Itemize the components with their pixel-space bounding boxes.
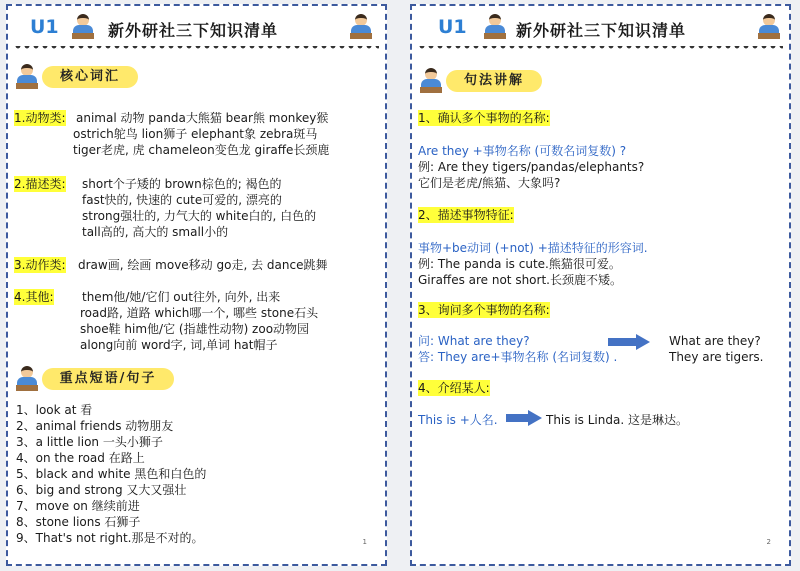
question-pattern: 问: What are they? [418,334,530,348]
vocab-line: tall高的, 高大的 small小的 [82,225,229,239]
question-example: What are they? [669,334,761,348]
grammar-heading: 4、介绍某人: [418,381,490,395]
vocab-line: them他/她/它们 out往外, 向外, 出来 [82,290,281,304]
sentence-pattern: Are they +事物名称 (可数名词复数) ? [418,144,627,158]
page-number: 1 [362,538,367,546]
student-icon [758,14,780,40]
example-line: This is Linda. 这是琳达。 [546,413,688,427]
grammar-heading: 3、询问多个事物的名称: [418,303,550,317]
category-label: 2.描述类: [14,177,66,191]
unit-label: U1 [30,16,59,38]
phrase-item: 8、stone lions 石狮子 [16,515,141,529]
page-number: 2 [766,538,771,546]
answer-example: They are tigers. [669,350,764,364]
vocab-line: road路, 道路 which哪一个, 哪些 stone石头 [80,306,319,320]
arrow-right-icon [608,334,650,350]
vocab-line: shoe鞋 him他/它 (指雄性动物) zoo动物园 [80,322,310,336]
example-line: Giraffes are not short.长颈鹿不矮。 [418,273,622,287]
section-title: 重点短语/句子 [42,368,174,390]
left-page [6,4,387,566]
student-icon [16,366,38,392]
student-icon [350,14,372,40]
student-icon [484,14,506,40]
page-title: 新外研社三下知识清单 [516,21,687,40]
phrase-item: 1、look at 看 [16,403,93,417]
decorative-border [418,46,783,52]
vocab-line: strong强壮的, 力气大的 white白的, 白色的 [82,209,317,223]
phrase-item: 2、animal friends 动物朋友 [16,419,174,433]
phrase-item: 6、big and strong 又大又强壮 [16,483,187,497]
vocab-line: draw画, 绘画 move移动 go走, 去 dance跳舞 [78,258,328,272]
vocab-line: fast快的, 快速的 cute可爱的, 漂亮的 [82,193,282,207]
page-header [412,6,789,50]
unit-label: U1 [438,16,467,38]
student-icon [420,68,442,94]
arrow-right-icon [506,410,542,426]
category-label: 3.动作类: [14,258,66,272]
phrase-item: 9、That's not right.那是不对的。 [16,531,204,545]
grammar-heading: 2、描述事物特征: [418,208,514,222]
page-header [8,6,385,50]
example-line: 例: Are they tigers/pandas/elephants? [418,160,645,174]
right-page [410,4,791,566]
phrase-item: 7、move on 继续前进 [16,499,140,513]
section-title: 句法讲解 [446,70,542,92]
vocab-line: animal 动物 panda大熊猫 bear熊 monkey猴 [76,111,329,125]
sentence-pattern: 事物+be动词 (+not) +描述特征的形容词. [418,241,648,255]
vocab-line: along向前 word字, 词,单词 hat帽子 [80,338,278,352]
grammar-heading: 1、确认多个事物的名称: [418,111,550,125]
sentence-pattern: This is +人名. [418,413,498,427]
vocab-line: tiger老虎, 虎 chameleon变色龙 giraffe长颈鹿 [73,143,330,157]
student-icon [16,64,38,90]
page-title: 新外研社三下知识清单 [108,21,279,40]
phrase-item: 4、on the road 在路上 [16,451,145,465]
category-label: 1.动物类: [14,111,66,125]
vocab-line: short个子矮的 brown棕色的; 褐色的 [82,177,282,191]
section-title: 核心词汇 [42,66,138,88]
phrase-item: 3、a little lion 一头小狮子 [16,435,163,449]
answer-pattern: 答: They are+事物名称 (名词复数) . [418,350,618,364]
example-line: 例: The panda is cute.熊猫很可爱。 [418,257,621,271]
decorative-border [14,46,379,52]
example-line: 它们是老虎/熊猫、大象吗? [418,176,561,190]
category-label: 4.其他: [14,290,54,304]
vocab-line: ostrich鸵鸟 lion狮子 elephant象 zebra斑马 [73,127,318,141]
phrase-item: 5、black and white 黑色和白色的 [16,467,207,481]
student-icon [72,14,94,40]
